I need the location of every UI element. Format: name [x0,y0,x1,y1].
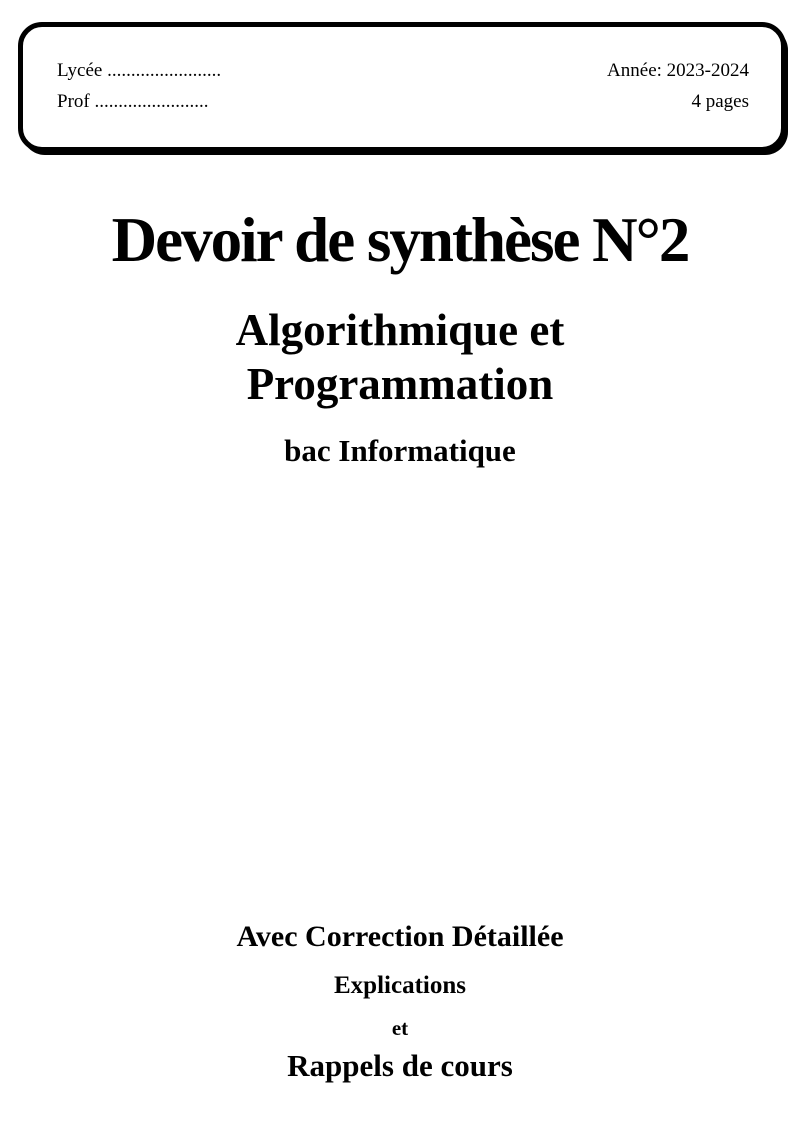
page-count-label: 4 pages [691,91,749,112]
footer-et-label: et [391,1016,409,1040]
subject-title [0,303,800,411]
document-title: Devoir de synthèse N°2 [111,205,689,275]
footer-rappels-label: Rappels de cours [287,1048,513,1083]
header-left-column [23,27,221,117]
header-right-column [607,27,781,117]
header-info-box [18,22,786,152]
lycee-fill-in-line: Lycée ........................ [57,60,222,81]
subject-title-line1: Algorithmique et [235,305,565,355]
level-label: bac Informatique [284,433,516,468]
footer-correction-label: Avec Correction Détaillée [236,920,564,953]
footer-explications-label: Explications [334,972,466,999]
subject-title-line2: Programmation [246,359,554,409]
prof-fill-in-line: Prof ........................ [57,91,209,112]
school-year-label: Année: 2023-2024 [607,60,749,81]
